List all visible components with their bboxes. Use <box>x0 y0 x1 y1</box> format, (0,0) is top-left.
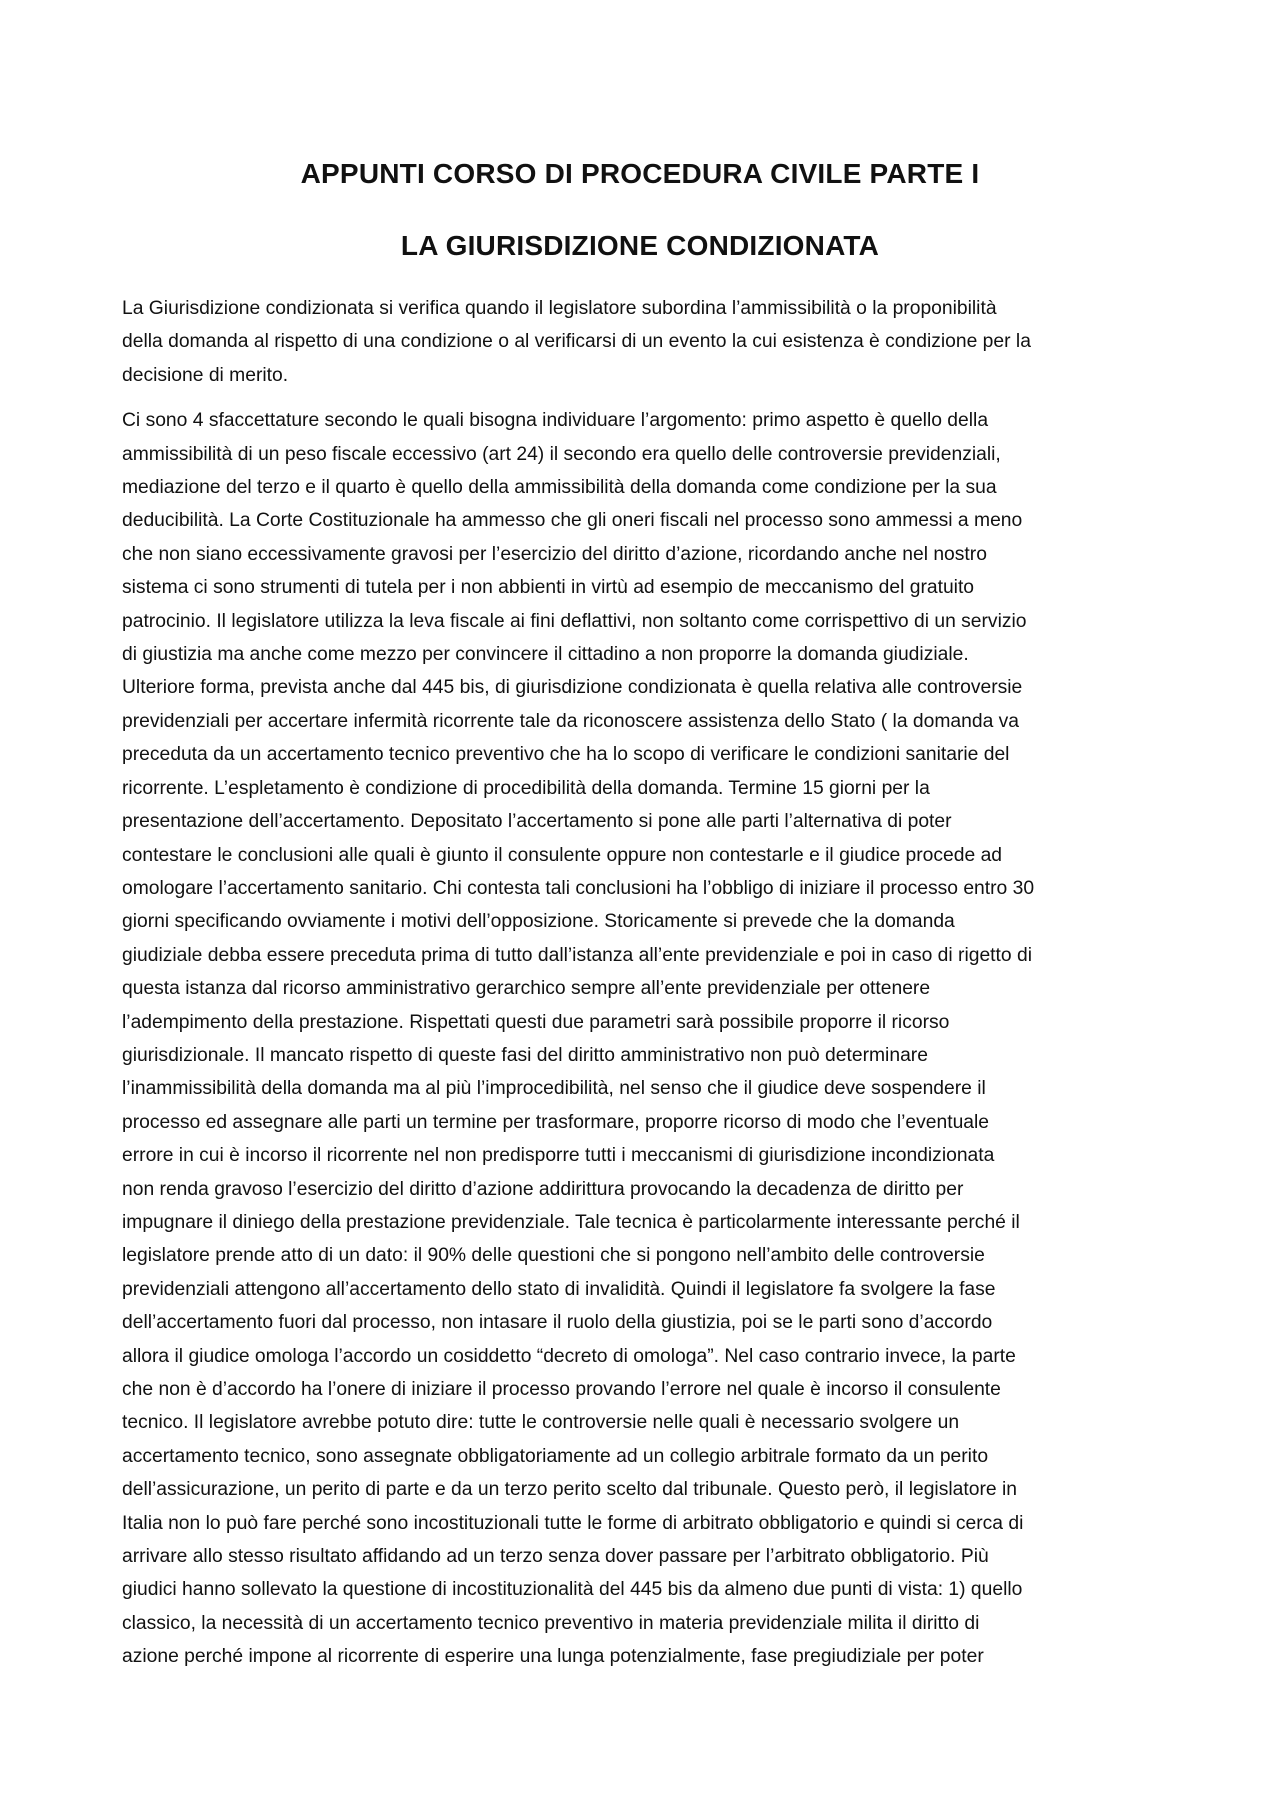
text-line: dell’accertamento fuori dal processo, non intasare il ruolo della giustizia, poi se le parti sono d’accordo <box>122 1312 993 1334</box>
text-line: ricorrente. L’espletamento è condizione di procedibilità della domanda. Termine 15 giorni per la <box>122 777 930 799</box>
text-line: della domanda al rispetto di una condizione o al verificarsi di un evento la cui esistenza è condizione per la <box>122 331 1031 353</box>
text-line: processo ed assegnare alle parti un termine per trasformare, proporre ricorso di modo che l’eventuale <box>122 1111 990 1133</box>
text-line: giorni specificando ovviamente i motivi dell’opposizione. Storicamente si prevede che la domanda <box>122 911 955 933</box>
text-line: La Giurisdizione condizionata si verifica quando il legislatore subordina l’ammissibilità o la proponibilità <box>122 298 997 319</box>
text-line: giurisdizionale. Il mancato rispetto di queste fasi del diritto amministrativo non può determinare <box>122 1044 928 1066</box>
text-line: che non siano eccessivamente gravosi per l’esercizio del diritto d’azione, ricordando anche nel nostro <box>122 543 987 565</box>
text-line: questa istanza dal ricorso amministrativo gerarchico sempre all’ente previdenziale per ottenere <box>122 978 931 1000</box>
text-line: legislatore prende atto di un dato: il 90% delle questioni che si pongono nell’ambito delle controversie <box>122 1245 985 1267</box>
text-line: contestare le conclusioni alle quali è giunto il consulente oppure non contestarle e il giudice procede ad <box>122 844 1003 866</box>
text-line: azione perché impone al ricorrente di esperire una lunga potenzialmente, fase pregiudiziale per poter <box>122 1646 984 1668</box>
text-line: che non è d’accordo ha l’onere di iniziare il processo provando l’errore nel quale è incorso il consulente <box>122 1379 1001 1400</box>
text-line: previdenziali per accertare infermità ricorrente tale da riconoscere assistenza dello Stato ( la domanda va <box>122 710 1020 732</box>
text-line: allora il giudice omologa l’accordo un cosiddetto “decreto di omologa”. Nel caso contrario invece, la parte <box>122 1345 1016 1367</box>
text-line: omologare l’accertamento sanitario. Chi contesta tali conclusioni ha l’obbligo di iniziare il processo entro 30 <box>122 877 1035 899</box>
text-line: Ci sono 4 sfaccettature secondo le quali bisogna individuare l’argomento: primo aspetto è quello della <box>122 410 989 432</box>
text-line: l’adempimento della prestazione. Rispettati questi due parametri sarà possibile proporre il ricorso <box>122 1011 950 1033</box>
text-line: mediazione del terzo e il quarto è quello della ammissibilità della domanda come condizione per la sua <box>122 477 997 499</box>
text-line: ammissibilità di un peso fiscale eccessivo (art 24) il secondo era quello delle controversie previdenziali, <box>122 443 1001 465</box>
text-line: preceduta da un accertamento tecnico preventivo che ha lo scopo di verificare le condizioni sanitarie del <box>122 744 1010 766</box>
text-line: previdenziali attengono all’accertamento dello stato di invalidità. Quindi il legislatore fa svolgere la fase <box>122 1278 996 1300</box>
document-title: APPUNTI CORSO DI PROCEDURA CIVILE PARTE I <box>300 158 980 189</box>
text-line: accertamento tecnico, sono assegnate obbligatoriamente ad un collegio arbitrale formato da un perito <box>122 1445 989 1467</box>
text-line: di giustizia ma anche come mezzo per convincere il cittadino a non proporre la domanda giudiziale. <box>122 644 969 666</box>
text-line: non renda gravoso l’esercizio del diritto d’azione addirittura provocando la decadenza de diritto per <box>122 1178 964 1200</box>
paragraph <box>122 404 1162 1673</box>
text-line: deducibilità. La Corte Costituzionale ha ammesso che gli oneri fiscali nel processo sono ammessi a meno <box>122 510 1023 532</box>
text-line: errore in cui è incorso il ricorrente nel non predisporre tutti i meccanismi di giurisdizione incondizionata <box>122 1145 995 1167</box>
text-line: Ulteriore forma, prevista anche dal 445 bis, di giurisdizione condizionata è quella relativa alle controversie <box>122 677 1023 699</box>
text-line: patrocinio. Il legislatore utilizza la leva fiscale ai fini deflattivi, non soltanto come corrispettivo di un servizio <box>122 610 1027 632</box>
text-line: arrivare allo stesso risultato affidando ad un terzo senza dover passare per l’arbitrato obbligatorio. Più <box>122 1546 989 1568</box>
document-body <box>122 292 1162 1674</box>
text-line: classico, la necessità di un accertamento tecnico preventivo in materia previdenziale milita il diritto di <box>122 1612 980 1634</box>
text-line: decisione di merito. <box>122 364 289 386</box>
text-line: giudici hanno sollevato la questione di incostituzionalità del 445 bis da almeno due punti di vista: 1) quello <box>122 1579 1023 1601</box>
paragraph <box>122 292 1162 392</box>
text-line: tecnico. Il legislatore avrebbe potuto dire: tutte le controversie nelle quali è necessario svolgere un <box>122 1412 960 1434</box>
text-line: giudiziale debba essere preceduta prima di tutto dall’istanza all’ente previdenziale e poi in caso di rigetto di <box>122 944 1032 966</box>
document-subtitle: LA GIURISDIZIONE CONDIZIONATA <box>400 230 880 261</box>
text-line: presentazione dell’accertamento. Depositato l’accertamento si pone alle parti l’alternativa di poter <box>122 811 952 833</box>
text-line: dell’assicurazione, un perito di parte e da un terzo perito scelto dal tribunale. Questo però, il legislatore in <box>122 1479 1017 1501</box>
text-line: l’inammissibilità della domanda ma al più l’improcedibilità, nel senso che il giudice deve sospendere il <box>122 1078 986 1100</box>
text-line: Italia non lo può fare perché sono incostituzionali tutte le forme di arbitrato obbligatorio e quindi si cerca di <box>122 1512 1024 1534</box>
text-line: sistema ci sono strumenti di tutela per i non abbienti in virtù ad esempio de meccanismo del gratuito <box>122 577 975 599</box>
text-line: impugnare il diniego della prestazione previdenziale. Tale tecnica è particolarmente interessante perché il <box>122 1211 1020 1233</box>
